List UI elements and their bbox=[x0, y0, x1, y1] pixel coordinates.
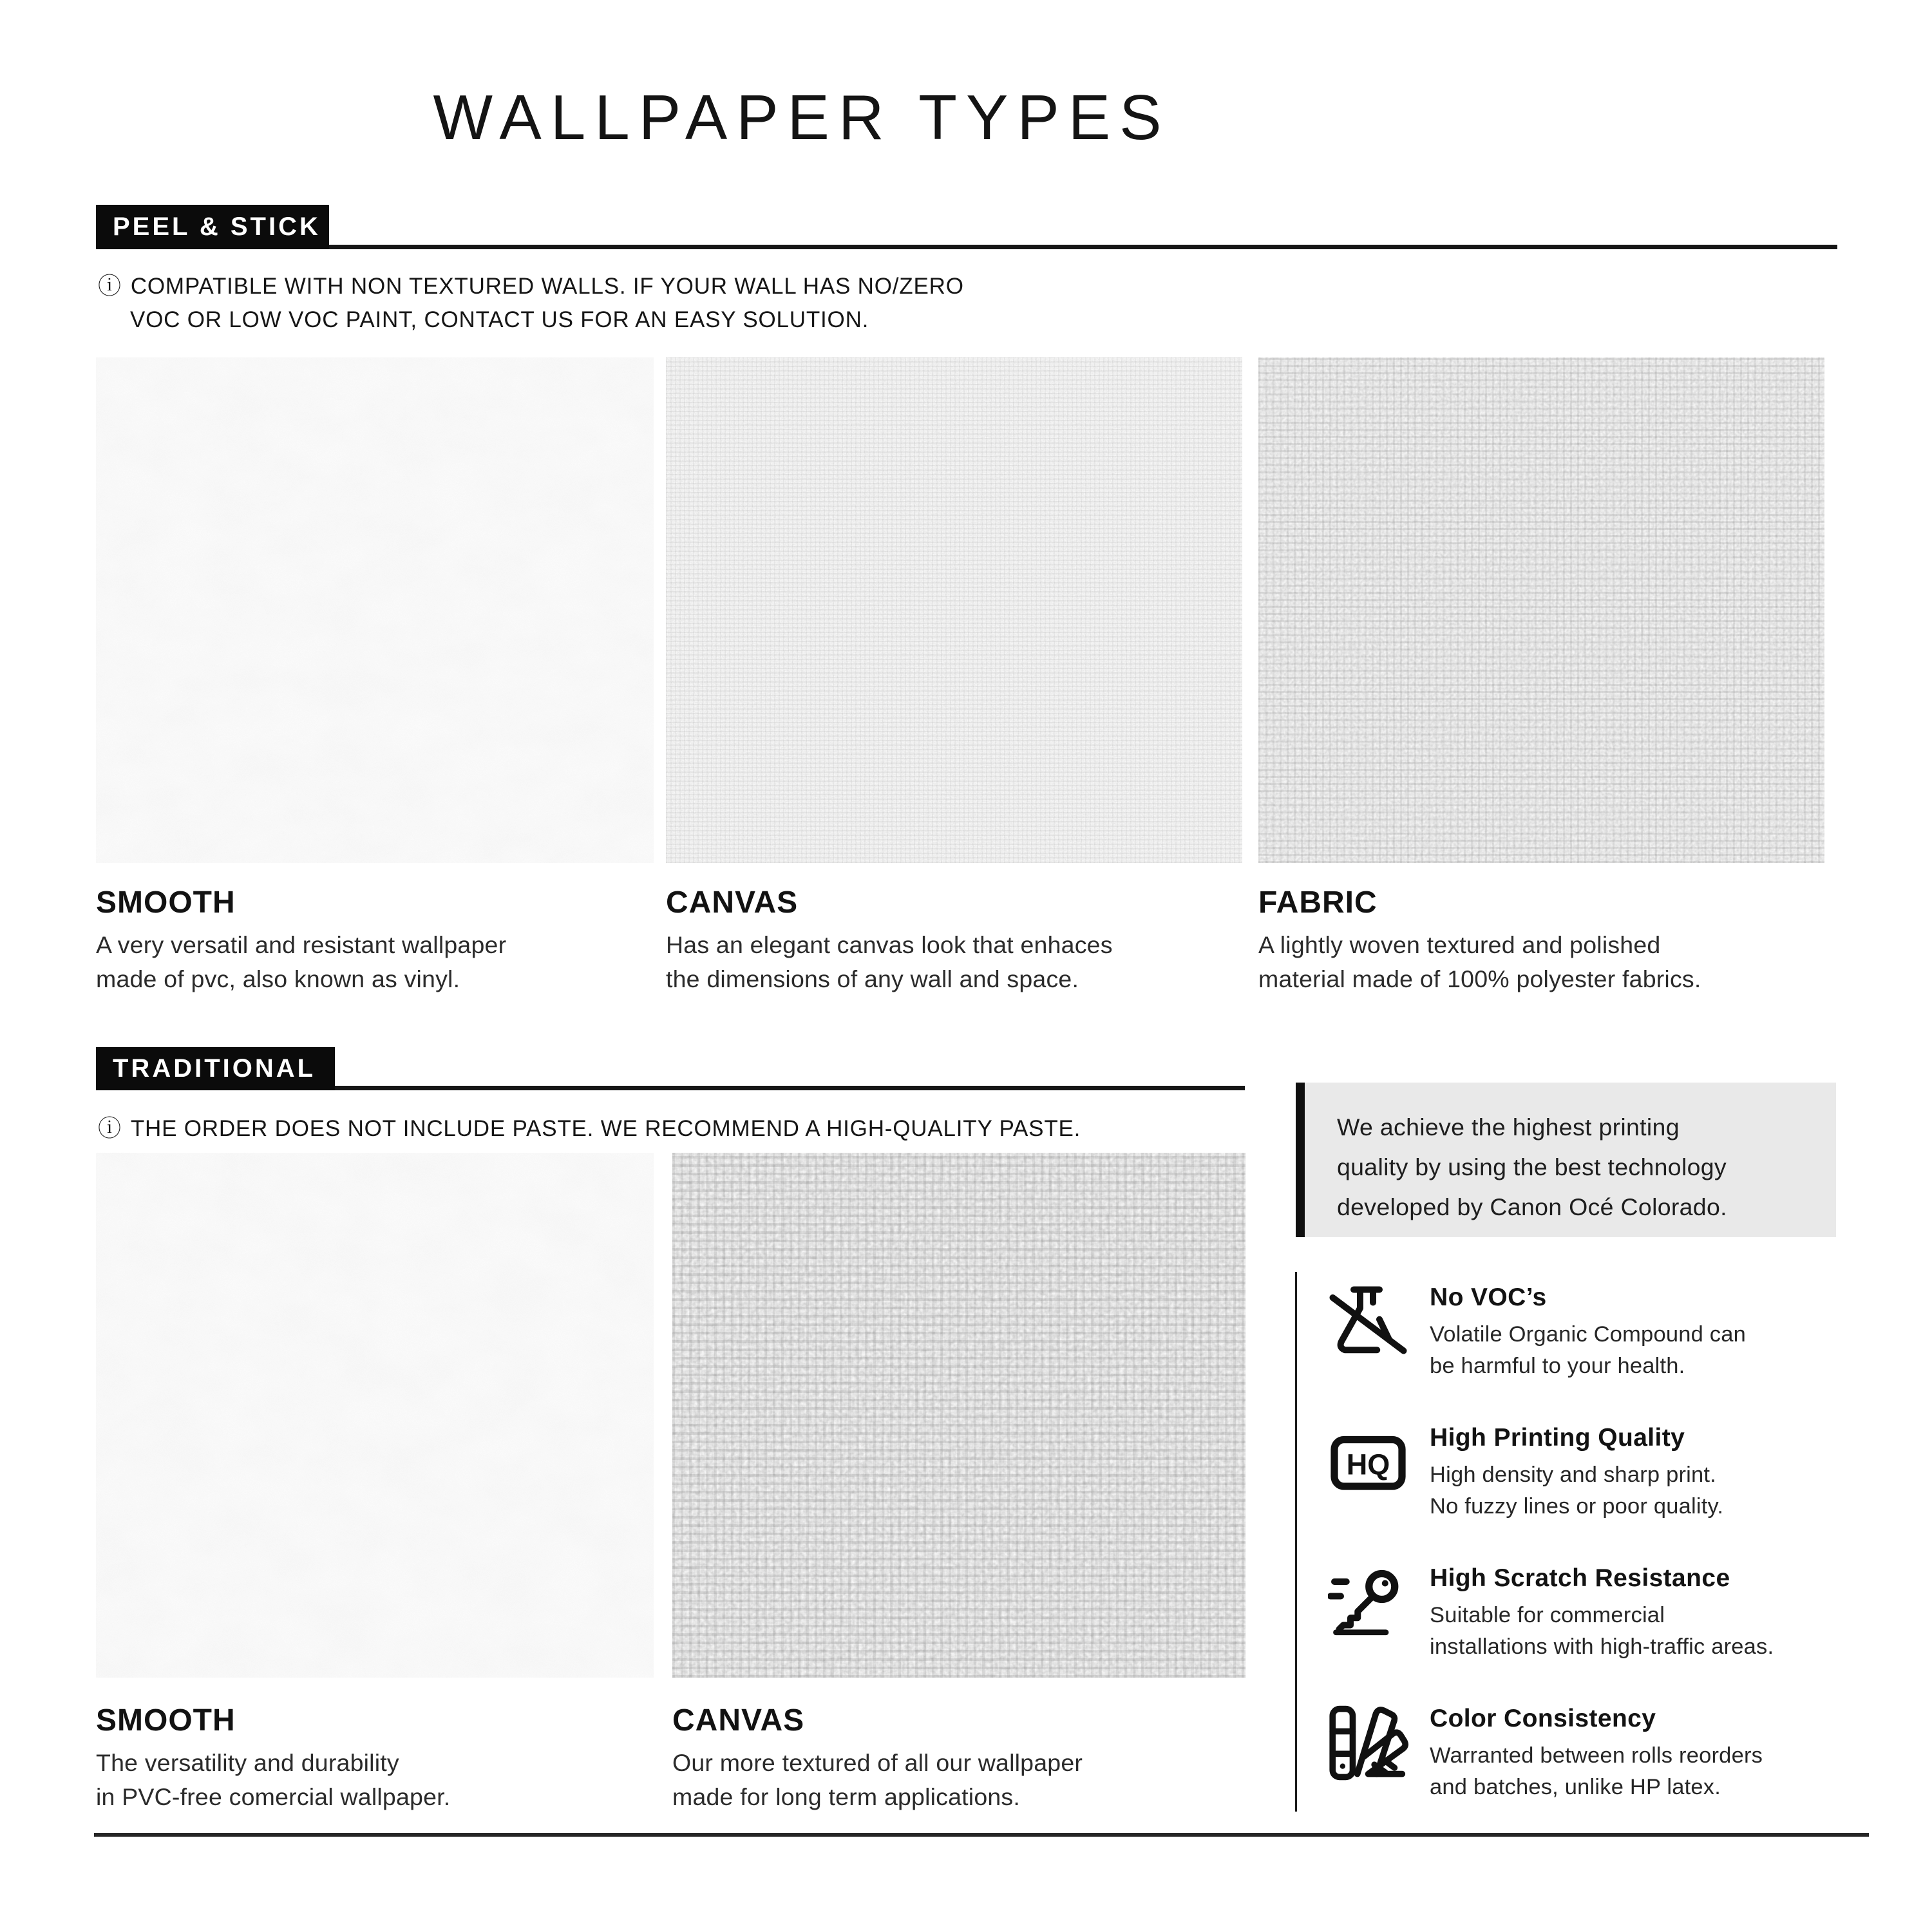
info-icon: ⓘ bbox=[98, 272, 122, 299]
type-description: The versatility and durability in PVC-free comercial wallpaper. bbox=[96, 1749, 451, 1810]
feature-no-voc bbox=[1328, 1282, 1862, 1382]
type-description: A lightly woven textured and polished material made of 100% polyester fabrics. bbox=[1258, 931, 1701, 992]
section-label-traditional bbox=[96, 1047, 335, 1090]
color-swatches-icon bbox=[1328, 1703, 1408, 1783]
type-name: FABRIC bbox=[1258, 886, 1378, 920]
trad-smooth-column bbox=[96, 1153, 654, 1814]
type-name: SMOOTH bbox=[96, 1703, 236, 1738]
feature-color-consistency bbox=[1328, 1703, 1862, 1803]
peel-smooth-column bbox=[96, 357, 654, 996]
no-voc-flask-icon bbox=[1328, 1282, 1408, 1362]
feature-description: High density and sharp print. No fuzzy lines or poor quality. bbox=[1430, 1463, 1724, 1519]
peel-canvas-column bbox=[666, 357, 1242, 996]
feature-description: Volatile Organic Compound can be harmful to your health. bbox=[1430, 1322, 1747, 1378]
type-description: Has an elegant canvas look that enhaces the dimensions of any wall and space. bbox=[666, 931, 1113, 992]
type-description: A very versatil and resistant wallpaper made of pvc, also known as vinyl. bbox=[96, 931, 507, 992]
section-label-text: PEEL & STICK bbox=[113, 213, 321, 241]
note-line: VOC OR LOW VOC PAINT, CONTACT US FOR AN EASY SOLUTION. bbox=[130, 307, 869, 332]
feature-description: Warranted between rolls reorders and batches, unlike HP latex. bbox=[1430, 1743, 1763, 1799]
feature-description: Suitable for commercial installations with high-traffic areas. bbox=[1430, 1603, 1774, 1659]
hq-badge-text: HQ bbox=[1346, 1448, 1390, 1481]
note-line: COMPATIBLE WITH NON TEXTURED WALLS. IF YOUR WALL HAS NO/ZERO bbox=[130, 274, 964, 299]
peel-stick-swatch-row bbox=[96, 357, 1824, 996]
section-label-peel-stick bbox=[96, 205, 329, 249]
peel-fabric-swatch-image bbox=[1258, 357, 1824, 863]
type-name: SMOOTH bbox=[96, 886, 236, 920]
features-divider-rule bbox=[1295, 1272, 1297, 1812]
type-name: CANVAS bbox=[666, 886, 799, 920]
hq-badge-icon bbox=[1328, 1422, 1408, 1502]
peel-canvas-swatch-image bbox=[666, 357, 1242, 863]
type-name: CANVAS bbox=[672, 1703, 805, 1738]
trad-canvas-column bbox=[672, 1153, 1245, 1814]
feature-title: No VOC’s bbox=[1430, 1283, 1547, 1311]
feature-high-printing-quality bbox=[1328, 1422, 1862, 1522]
info-icon: ⓘ bbox=[98, 1115, 122, 1141]
note-line: THE ORDER DOES NOT INCLUDE PASTE. WE RECOMMEND A HIGH-QUALITY PASTE. bbox=[130, 1116, 1081, 1141]
feature-high-scratch-resistance bbox=[1328, 1562, 1862, 1663]
callout-accent-bar bbox=[1296, 1083, 1305, 1237]
peel-stick-rule bbox=[96, 245, 1837, 249]
type-description: Our more textured of all our wallpaper made for long term applications. bbox=[672, 1749, 1083, 1810]
traditional-note bbox=[98, 1112, 1081, 1146]
traditional-swatch-row bbox=[96, 1153, 1245, 1814]
callout-text: We achieve the highest printing quality by using the best technology developed by Canon Océ Colorado. bbox=[1337, 1113, 1727, 1220]
section-label-text: TRADITIONAL bbox=[113, 1054, 316, 1083]
peel-smooth-swatch-image bbox=[96, 357, 654, 863]
peel-fabric-column bbox=[1258, 357, 1824, 996]
page-title: WALLPAPER TYPES bbox=[433, 82, 1171, 153]
scratch-key-icon bbox=[1328, 1562, 1408, 1643]
feature-title: Color Consistency bbox=[1430, 1705, 1656, 1732]
trad-smooth-swatch-image bbox=[96, 1153, 654, 1678]
printing-quality-callout bbox=[1296, 1083, 1836, 1237]
footer-rule bbox=[94, 1833, 1869, 1837]
feature-title: High Scratch Resistance bbox=[1430, 1564, 1730, 1592]
peel-stick-note bbox=[98, 269, 964, 337]
feature-title: High Printing Quality bbox=[1430, 1424, 1685, 1452]
trad-canvas-swatch-image bbox=[672, 1153, 1245, 1678]
